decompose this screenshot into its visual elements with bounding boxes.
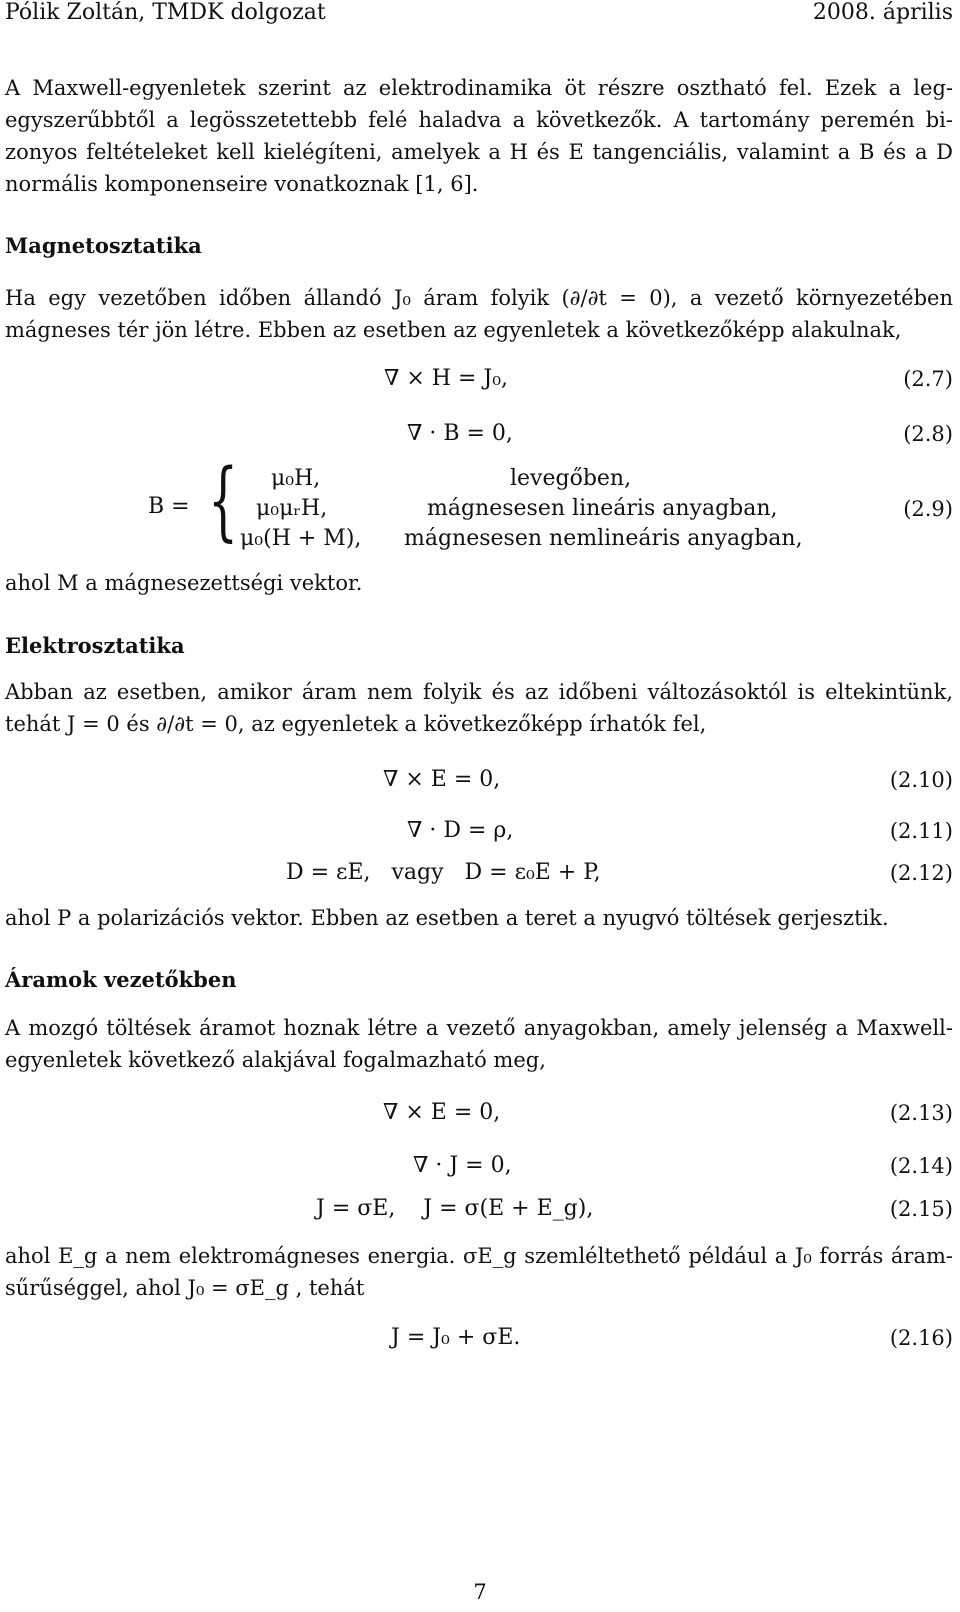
equation-2-10: ∇ × E = 0, [383,767,501,792]
equation-number-2-10: (2.10) [889,768,953,792]
equation-2-9-case-2-expr: μ₀μᵣH, [256,496,328,521]
intro-line-2: egyszerűbbtől a legösszetettebb felé haladva a következők. A tartomány peremén bi- [5,108,953,132]
equation-number-2-12: (2.12) [889,861,953,885]
intro-line-1: A Maxwell-egyenletek szerint az elektrodinamika öt részre osztható fel. Ezek a leg- [5,76,953,100]
left-brace-symbol: { [208,451,239,551]
intro-line-4: normális komponenseire vonatkoznak [1, 6]. [5,172,479,196]
equation-number-2-8: (2.8) [903,422,953,446]
section-heading-electrostatics: Elektrosztatika [5,633,185,658]
magnetostatics-line-2: mágneses tér jön létre. Ebben az esetben az egyenletek a következőképp alakulnak, [5,318,902,342]
equation-2-9-case-3-cond: mágnesesen nemlineáris anyagban, [404,526,803,551]
magnetization-note-line: ahol M a mágnesezettségi vektor. [5,571,363,595]
equation-2-9-case-2-cond: mágnesesen lineáris anyagban, [427,496,778,521]
magnetization-note [5,567,953,599]
currents-line-2: egyenletek következő alakjával fogalmazható meg, [5,1048,546,1072]
equation-2-15: J = σE, J = σ(E + E_g), [316,1196,594,1221]
section-heading-currents: Áramok vezetőkben [5,967,237,992]
currents-paragraph [5,1012,953,1076]
equation-2-9-case-3-expr: μ₀(H + M), [240,526,362,551]
source-current-line-2: sűrűséggel, ahol J₀ = σE_g , tehát [5,1276,365,1300]
equation-2-12: D = εE, vagy D = ε₀E + P, [286,860,601,885]
equation-number-2-15: (2.15) [889,1197,953,1221]
source-current-paragraph [5,1240,953,1304]
equation-2-9-lhs: B = [148,494,190,519]
equation-2-7: ∇ × H = J₀, [384,366,509,391]
equation-2-9-case-1-cond: levegőben, [510,466,632,491]
equation-2-8: ∇ · B = 0, [407,421,513,446]
magnetostatics-line-1: Ha egy vezetőben időben állandó J₀ áram folyik (∂/∂t = 0), a vezető környezetében [5,286,953,310]
section-heading-magnetostatics: Magnetosztatika [5,233,202,258]
running-header-right: 2008. április [812,0,953,25]
equation-number-2-11: (2.11) [889,819,953,843]
equation-2-11: ∇ · D = ρ, [407,818,514,843]
equation-number-2-14: (2.14) [889,1154,953,1178]
equation-number-2-13: (2.13) [889,1101,953,1125]
source-current-line-1: ahol E_g a nem elektromágneses energia. σE_g szemléltethető például a J₀ forrás áram- [5,1244,953,1268]
equation-2-9-case-1-expr: μ₀H, [271,466,321,491]
currents-line-1: A mozgó töltések áramot hoznak létre a vezető anyagokban, amely jelenség a Maxwell- [5,1016,953,1040]
magnetostatics-paragraph [5,282,953,346]
equation-number-2-16: (2.16) [889,1326,953,1350]
electrostatics-line-1: Abban az esetben, amikor áram nem folyik és az időbeni változásoktól is eltekintünk, [5,680,953,704]
running-header-left: Pólik Zoltán, TMDK dolgozat [5,0,326,25]
equation-2-16: J = J₀ + σE. [391,1325,521,1350]
intro-paragraph [5,72,953,200]
page-number: 7 [473,1580,487,1604]
electrostatics-line-2: tehát J = 0 és ∂/∂t = 0, az egyenletek a következőképp írhatók fel, [5,712,707,736]
equation-2-13: ∇ × E = 0, [383,1100,501,1125]
polarization-note [5,902,953,934]
intro-line-3: zonyos feltételeket kell kielégíteni, amelyek a H és E tangenciális, valamint a B és a D [5,140,953,164]
equation-2-14: ∇ · J = 0, [413,1153,512,1178]
equation-number-2-7: (2.7) [903,367,953,391]
electrostatics-paragraph [5,676,953,740]
polarization-note-line: ahol P a polarizációs vektor. Ebben az esetben a teret a nyugvó töltések gerjesztik. [5,906,889,930]
equation-number-2-9: (2.9) [903,497,953,521]
